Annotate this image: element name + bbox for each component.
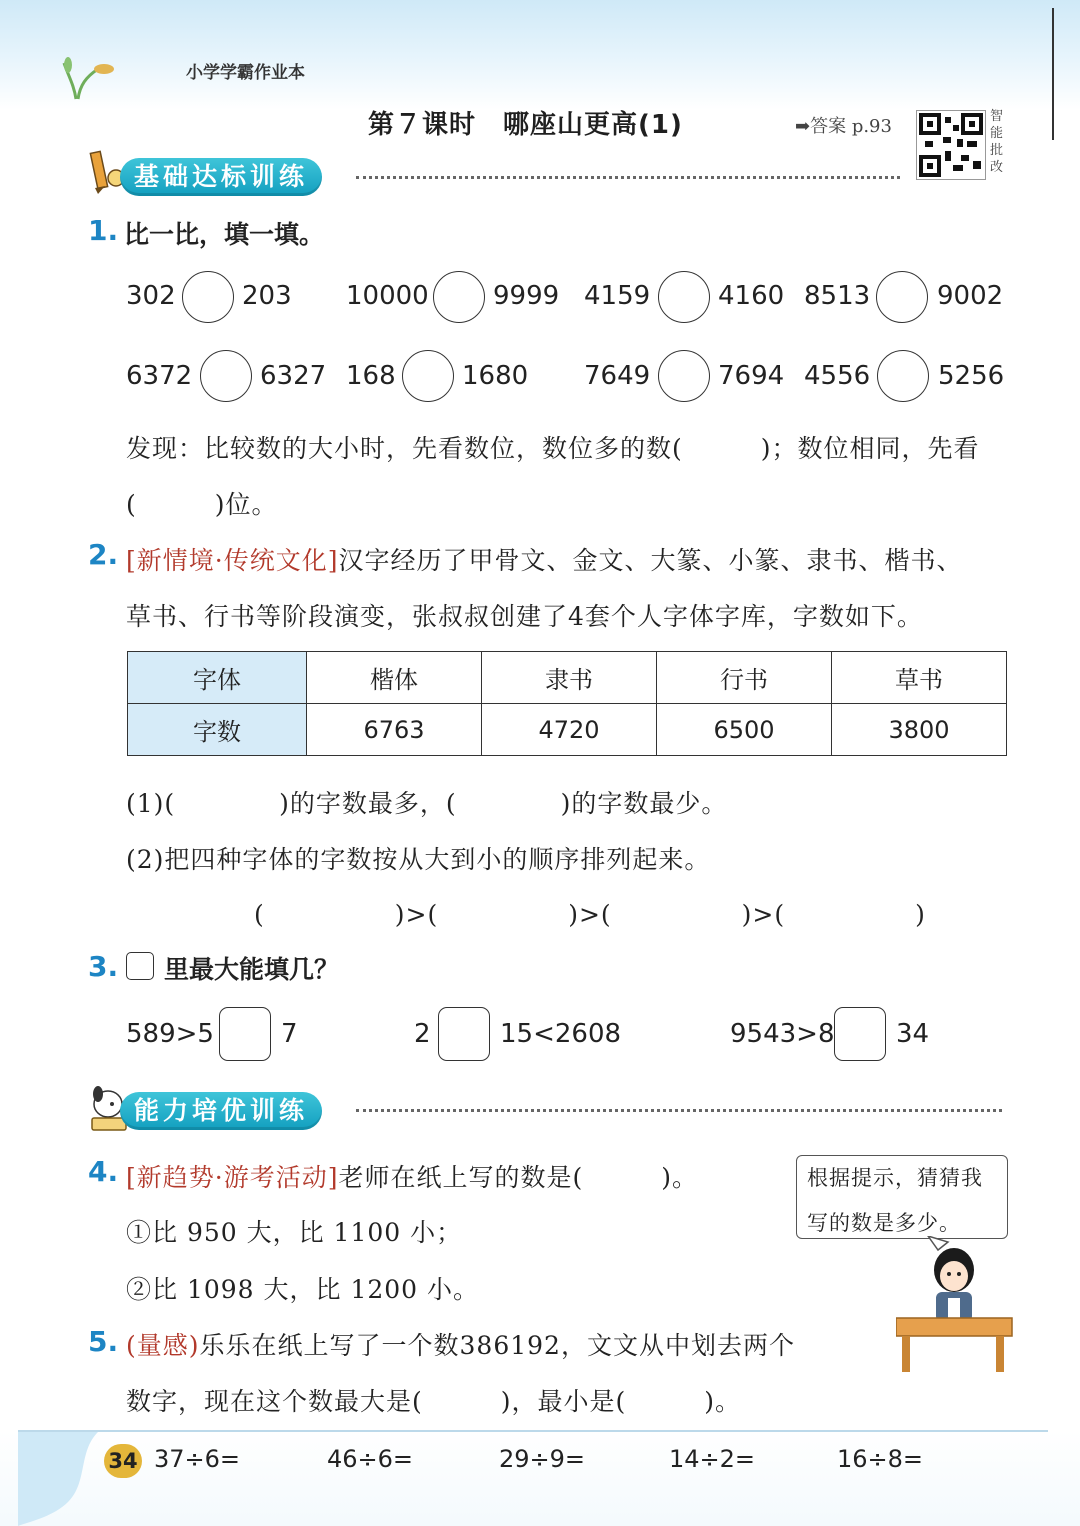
section-banner-basic: 基础达标训练 [120,158,322,196]
compare-right: 5256 [938,361,1005,391]
qr-label-char: 能 [990,126,1004,141]
qr-label-char: 批 [990,143,1004,158]
compare-answer-circle[interactable] [876,271,928,323]
qr-label-char: 改 [990,160,1004,175]
compare-left: 6372 [126,361,193,391]
qr-label [990,108,1006,176]
compare-right: 1680 [462,361,529,391]
header-background [0,0,1080,110]
answer-ref-text: 答案 p.93 [810,116,892,137]
compare-left: 4159 [584,281,651,311]
bubble-line: 根据提示，猜猜我 [807,1166,983,1190]
box-symbol [126,952,154,980]
footer-wave-decoration-icon [18,1432,98,1526]
page-edge-line [1052,8,1054,140]
sub-question-2: (2)把四种字体的字数按从大到小的顺序排列起来。 [126,845,711,874]
question-number: 2. [88,538,119,571]
table-cell: 4720 [482,704,657,756]
compare-answer-circle[interactable] [402,350,454,402]
order-answer-line: ( )>( )>( )>( ) [254,900,926,929]
table-cell: 行书 [657,652,832,704]
oral-math-item: 29÷9= [499,1445,586,1473]
question-text [126,1158,698,1194]
compare-right: 9002 [937,281,1004,311]
word-count-table [127,651,1007,756]
oral-math-item: 14÷2= [669,1445,756,1473]
question-tag: [新情境·传统文化] [126,546,339,575]
banner-dotted-divider [356,176,900,179]
arrow-right-icon: ➡ [795,116,811,137]
qr-code-icon [917,111,985,179]
digit-expr-left: 589>5 [126,1019,214,1049]
compare-left: 10000 [346,281,429,311]
qr-label-char: 智 [990,109,1004,124]
compare-right: 6327 [260,361,327,391]
banner-dotted-divider [356,1109,1002,1112]
question-tag: [新趋势·游考活动] [126,1163,339,1192]
question-title: 比一比，填一填。 [124,220,325,249]
table-row [128,652,1007,704]
question-text [126,541,962,577]
compare-left: 302 [126,281,176,311]
compare-right: 7694 [718,361,785,391]
digit-answer-box[interactable] [834,1007,886,1061]
compare-right: 9999 [493,281,560,311]
table-header-cell: 字体 [128,652,307,704]
book-title: 小学学霸作业本 [186,63,305,83]
question-tag: (量感) [126,1331,200,1360]
table-row [128,704,1007,756]
table-header-cell: 字数 [128,704,307,756]
answer-reference [795,112,892,138]
question-text [126,1326,795,1362]
hint-1: ①比 950 大，比 1100 小； [126,1218,463,1247]
question-text-cont: 数字，现在这个数最大是( )，最小是( )。 [126,1387,742,1416]
compare-right: 203 [242,281,292,311]
digit-expr-right: 15<2608 [500,1019,622,1049]
compare-answer-circle[interactable] [182,271,234,323]
compare-left: 168 [346,361,396,391]
oral-math-item: 37÷6= [154,1445,241,1473]
question-text-body: 汉字经历了甲骨文、金文、大篆、小篆、隶书、楷书、 [338,546,963,575]
digit-expr-right: 7 [281,1019,298,1049]
compare-answer-circle[interactable] [433,271,485,323]
question-title: 里最大能填几？ [164,955,340,984]
compare-answer-circle[interactable] [658,271,710,323]
digit-expr-right: 34 [896,1019,930,1049]
table-cell: 楷体 [307,652,482,704]
footer-divider [18,1430,1048,1432]
lesson-title: 第７课时 哪座山更高(1) [368,110,683,140]
oral-math-item: 46÷6= [327,1445,414,1473]
question-number: 4. [88,1155,119,1188]
page-number-badge: 34 [104,1444,142,1478]
compare-answer-circle[interactable] [658,350,710,402]
oral-math-item: 16÷8= [837,1445,924,1473]
question-text-body: 老师在纸上写的数是( )。 [338,1163,698,1192]
table-cell: 6763 [307,704,482,756]
sub-question-1: (1)( )的字数最多，( )的字数最少。 [126,789,728,818]
compare-answer-circle[interactable] [200,350,252,402]
table-cell: 3800 [832,704,1007,756]
compare-left: 4556 [804,361,871,391]
digit-expr-left: 9543>8 [730,1019,835,1049]
question-number: 5. [88,1325,119,1358]
question-number: 3. [88,950,119,983]
digit-answer-box[interactable] [438,1007,490,1061]
hint-2: ②比 1098 大，比 1200 小。 [126,1275,480,1304]
table-cell: 6500 [657,704,832,756]
compare-left: 8513 [804,281,871,311]
section-banner-advanced: 能力培优训练 [120,1092,322,1130]
finding-text-cont: ( )位。 [126,490,278,519]
speech-bubble [796,1155,1008,1239]
plant-decoration-icon [58,55,120,101]
compare-right: 4160 [718,281,785,311]
qr-code[interactable] [916,110,986,180]
table-cell: 隶书 [482,652,657,704]
question-number: 1. [88,214,119,247]
digit-answer-box[interactable] [219,1007,271,1061]
compare-left: 7649 [584,361,651,391]
question-text-body: 乐乐在纸上写了一个数386192，文文从中划去两个 [199,1331,795,1360]
girl-at-desk-illustration-icon [896,1236,1016,1376]
bubble-line: 写的数是多少。 [807,1211,961,1235]
question-text-cont: 草书、行书等阶段演变，张叔叔创建了4套个人字体字库，字数如下。 [126,602,923,631]
table-cell: 草书 [832,652,1007,704]
compare-answer-circle[interactable] [877,350,929,402]
digit-expr-left: 2 [414,1019,431,1049]
finding-text: 发现：比较数的大小时，先看数位，数位多的数( )；数位相同，先看 [126,434,980,463]
